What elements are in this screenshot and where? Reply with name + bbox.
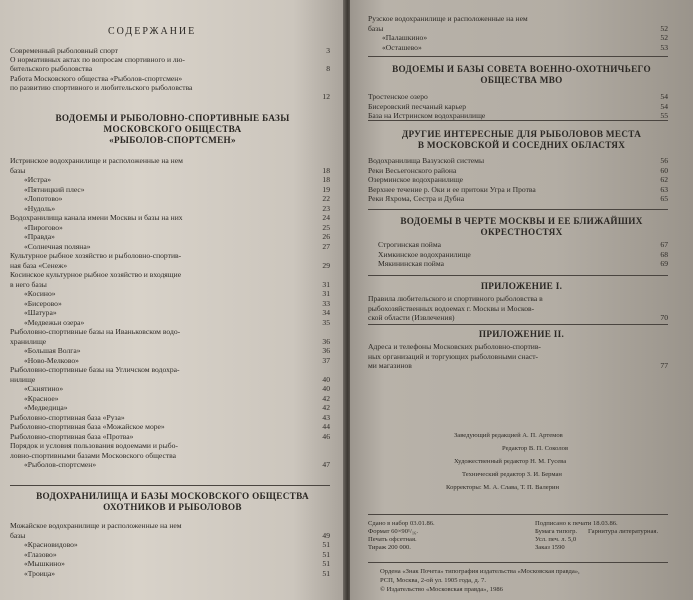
toc-entry-text: «Медведица» (24, 403, 68, 412)
section-heading-line: ОХОТНИКОВ И РЫБОЛОВОВ (103, 502, 242, 512)
toc-page-number: 54 (660, 101, 668, 111)
toc-entry-text: «Большая Волга» (24, 346, 81, 355)
toc-page-number: 67 (660, 240, 668, 249)
toc-page-number: 69 (660, 259, 668, 268)
toc-entry-text: Мякининская пойма (378, 259, 444, 268)
toc-entry-text: База на Истринском водохранилище (368, 111, 486, 120)
section-divider (368, 56, 668, 57)
toc-entry-text: Строгинская пойма (378, 240, 441, 249)
toc-page-number: 22 (322, 194, 330, 203)
toc-entry-text: Бисеровский песчаный карьер (368, 101, 467, 111)
toc-entry-text: «Шатура» (24, 308, 57, 317)
toc-entry-text: «Осташево» (382, 42, 422, 52)
toc-entry-text: «Палашкино» (382, 33, 428, 42)
toc-page-number: 36 (322, 346, 330, 355)
section-heading-line: ВОДОЕМЫ В ЧЕРТЕ МОСКВЫ И ЕЕ БЛИЖАЙШИХ (400, 216, 643, 226)
toc-page-number: 54 (660, 92, 668, 101)
toc-page-number: 23 (322, 203, 330, 213)
credit-line: Заведующий редакцией А. П. Артемов (454, 432, 563, 439)
toc-entry-text: «Скнятино» (24, 384, 64, 393)
section-heading-line: МОСКОВСКОГО ОБЩЕСТВА (103, 124, 242, 134)
toc-page-number: 42 (322, 393, 330, 403)
toc-entry-text: «Солнечная поляна» (24, 241, 91, 251)
toc-entry-text: Тростенское озеро (368, 92, 428, 101)
toc-entry-text: ная база «Сенеж» (10, 260, 68, 270)
toc-page-number: 18 (322, 175, 330, 184)
toc-entry-text: Рыболовно-спортивные базы на Угличском водохра- (10, 365, 180, 374)
toc-entry-text: «Мышкино» (24, 559, 65, 568)
toc-page-number: 12 (322, 92, 330, 101)
toc-page-number: 51 (322, 559, 330, 568)
toc-entry-text: «Пирогово» (24, 222, 63, 232)
toc-page-number: 31 (322, 279, 330, 289)
toc-entry-text: «Медвежьи озера» (24, 317, 85, 327)
toc-page-number: 70 (660, 313, 668, 322)
toc-entry-text: «Красновидово» (24, 540, 78, 549)
contents-title: СОДЕРЖАНИЕ (108, 26, 197, 37)
toc-entry-text: Работа Московского общества «Рыболов-спортсмен» (10, 73, 183, 83)
toc-page-number: 55 (660, 111, 668, 120)
toc-entry-text: Верхнее течение р. Оки и ее притоки Угра и Протва (368, 184, 536, 194)
toc-page-number: 31 (322, 289, 330, 298)
section-heading-line: «РЫБОЛОВ-СПОРТСМЕН» (109, 135, 236, 145)
toc-entry-text: Реки Весьегонского района (368, 165, 457, 175)
toc-page-number: 35 (322, 317, 330, 327)
toc-entry-text: Культурное рыбное хозяйство и рыболовно-спортив- (10, 251, 182, 260)
toc-entry-text: «Косино» (24, 289, 56, 298)
toc-page-number: 27 (322, 241, 330, 251)
toc-entry-text: Рыболовно-спортивная база «Можайское море» (10, 422, 165, 431)
section-divider (10, 485, 330, 486)
toc-page-number: 51 (322, 540, 330, 549)
toc-page-number: 18 (322, 165, 330, 175)
toc-page-number: 8 (326, 64, 330, 74)
toc-entry-text: ловно-спортивными базами Московского общества (10, 450, 177, 460)
toc-entry-text: ской области (Извлечения) (368, 313, 455, 322)
section-divider (368, 275, 668, 276)
imprint-line: Заказ 1590 (535, 544, 565, 551)
toc-page-number: 47 (322, 460, 330, 469)
toc-entry-text: Водохранилища канала имени Москвы и базы на них (10, 213, 183, 222)
toc-entry-text: Истринское водохранилище и расположенные на нем (10, 156, 183, 165)
toc-page-number: 24 (322, 213, 330, 222)
imprint-divider (368, 514, 668, 515)
toc-page-number: 40 (322, 374, 330, 384)
toc-entry-text: Можайское водохранилище и расположенные на нем (10, 521, 182, 530)
toc-page-number: 46 (322, 431, 330, 441)
toc-entry-text: Современный рыболовный спорт (10, 46, 118, 55)
toc-page-number: 77 (660, 361, 668, 370)
section-divider (368, 120, 668, 121)
imprint-line: Усл. печ. л. 5,0 (535, 536, 577, 543)
imprint-line: Печать офсетная. (368, 536, 417, 543)
toc-entry-text: Рыболовно-спортивная база «Протва» (10, 431, 134, 441)
toc-entry-text: О нормативных актах по вопросам спортивного и лю- (10, 55, 185, 65)
imprint-line: РСП, Москва, 2-ой ул. 1905 года, д. 7. (380, 577, 486, 584)
toc-entry-text: Косинское культурное рыбное хозяйство и входящие (10, 270, 182, 279)
toc-entry-text: «Ново-Мелково» (24, 355, 79, 365)
toc-page-number: 53 (660, 42, 668, 52)
toc-entry-text: по развитию спортивного и любительского рыболовства (10, 82, 193, 92)
footer-divider (368, 562, 668, 563)
toc-page-number: 26 (322, 232, 330, 241)
toc-entry-text: Порядок и условия пользования водоемами и рыбо- (10, 441, 178, 450)
section-heading-line: ВОДОЕМЫ И БАЗЫ СОВЕТА ВОЕННО-ОХОТНИЧЬЕГО (392, 64, 651, 74)
left-page (0, 0, 345, 600)
section-heading-line: ВОДОЕМЫ И РЫБОЛОВНО-СПОРТИВНЫЕ БАЗЫ (55, 113, 290, 123)
section-heading-line: ВОДОХРАНИЛИЩА И БАЗЫ МОСКОВСКОГО ОБЩЕСТВА (36, 491, 309, 501)
appendix-1-title: ПРИЛОЖЕНИЕ I. (480, 281, 563, 291)
toc-page-number: 44 (322, 422, 330, 431)
toc-entry-text: Адреса и телефоны Московских рыболовно-спортив- (368, 342, 541, 351)
section-divider (368, 324, 668, 325)
toc-page-number: 65 (660, 194, 668, 203)
toc-page-number: 25 (322, 222, 330, 232)
credit-line: Технический редактор З. И. Берман (462, 471, 562, 478)
section-divider (368, 209, 668, 210)
toc-entry-text: базы (368, 23, 384, 33)
toc-page-number: 33 (322, 298, 330, 308)
toc-entry-text: базы (10, 530, 26, 540)
toc-entry-text: Рузское водохранилище и расположенные на нем (368, 14, 528, 23)
toc-page-number: 49 (322, 530, 330, 540)
toc-entry-text: Рыболовно-спортивная база «Руза» (10, 412, 125, 422)
toc-entry-text: рыбохозяйственных водоемах г. Москвы и Москов- (368, 303, 535, 313)
imprint-line: Сдано в набор 03.01.86. (368, 520, 435, 527)
toc-entry-text: «Пятницкий плес» (24, 184, 85, 194)
toc-entry-text: хранилище (10, 336, 47, 346)
credit-line: Корректоры: М. А. Слава, Т. П. Валерин (446, 484, 560, 491)
credit-line: Редактор В. П. Соколов (502, 445, 569, 452)
toc-entry-text: базы (10, 165, 26, 175)
toc-page-number: 19 (322, 184, 330, 194)
toc-entry-text: «Правда» (24, 232, 55, 241)
imprint-line: Гарнитура литературная. (588, 528, 659, 535)
toc-entry-text: «Троица» (24, 568, 56, 578)
toc-entry-text: в него базы (10, 279, 47, 289)
toc-page-number: 60 (660, 165, 668, 175)
toc-entry-text: Реки Яхрома, Сестра и Дубна (368, 194, 465, 203)
section-heading-line: ОКРЕСТНОСТЯХ (480, 227, 563, 237)
section-heading-line: ОБЩЕСТВА МВО (480, 75, 563, 85)
toc-page-number: 56 (660, 156, 668, 165)
toc-entry-text: Правила любительского и спортивного рыболовства в (368, 294, 543, 303)
imprint-line: Формат 60×90¹/₁₆. (368, 528, 419, 535)
toc-page-number: 52 (660, 23, 668, 33)
toc-entry-text: нилище (10, 374, 36, 384)
toc-page-number: 29 (322, 260, 330, 270)
imprint-line: Бумага типогр. (535, 528, 578, 535)
toc-entry-text: «Бисерово» (24, 298, 62, 308)
toc-entry-text: Водохранилища Вазузской системы (368, 156, 485, 165)
toc-page-number: 42 (322, 403, 330, 412)
toc-page-number: 36 (322, 336, 330, 346)
toc-page-number: 68 (660, 249, 668, 259)
credit-line: Художественный редактор Н. М. Гусева (454, 458, 567, 465)
toc-entry-text: «Глазово» (24, 549, 57, 559)
toc-page-number: 3 (326, 46, 330, 55)
section-heading-line: В МОСКОВСКОЙ И СОСЕДНИХ ОБЛАСТЯХ (417, 140, 626, 150)
toc-entry-text: «Нудоль» (24, 203, 56, 213)
toc-entry-text: Химкинское водохранилище (378, 249, 471, 259)
toc-entry-text: Рыболовно-спортивные базы на Иваньковском водо- (10, 327, 181, 336)
toc-entry-text: «Лопотово» (24, 194, 63, 203)
toc-entry-text: ных организаций и торгующих рыболовными снаст- (368, 351, 539, 361)
toc-page-number: 51 (322, 568, 330, 578)
toc-entry-text: Озерминское водохранилище (368, 175, 464, 184)
toc-page-number: 43 (322, 412, 330, 422)
toc-entry-text: «Рыболов-спортсмен» (24, 460, 97, 469)
toc-entry-text: «Истра» (24, 175, 52, 184)
appendix-2-title: ПРИЛОЖЕНИЕ II. (478, 329, 565, 339)
toc-page-number: 40 (322, 384, 330, 393)
toc-page-number: 52 (660, 33, 668, 42)
imprint-line: Тираж 200 000. (368, 544, 411, 551)
toc-page-number: 51 (322, 549, 330, 559)
toc-entry-text: «Красное» (24, 393, 59, 403)
toc-entry-text: ми магазинов (368, 361, 412, 370)
imprint-line: Подписано к печати 18.03.86. (535, 520, 618, 527)
right-page (350, 0, 693, 600)
toc-page-number: 34 (322, 308, 330, 317)
toc-page-number: 63 (660, 184, 668, 194)
imprint-line: Ордена «Знак Почета» типография издательства «Московская правда», (380, 568, 580, 575)
toc-page-number: 37 (322, 355, 330, 365)
section-heading-line: ДРУГИЕ ИНТЕРЕСНЫЕ ДЛЯ РЫБОЛОВОВ МЕСТА (401, 129, 642, 139)
toc-page-number: 62 (660, 175, 668, 184)
imprint-line: © Издательство «Московская правда», 1986 (380, 586, 503, 593)
toc-entry-text: бительского рыболовства (10, 64, 93, 74)
